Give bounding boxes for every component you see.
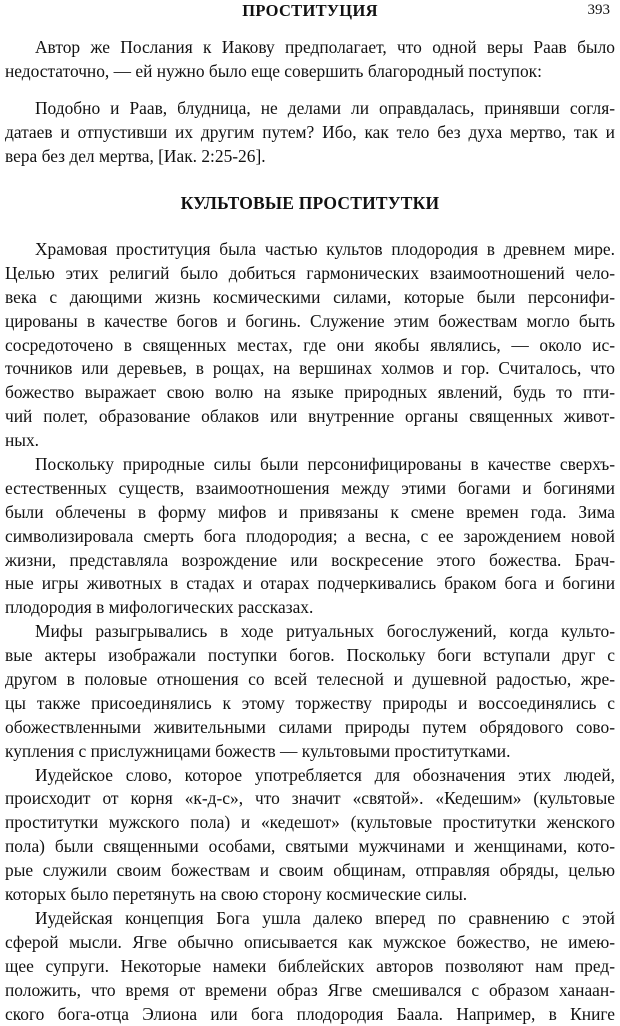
text-line: датаев и отпустивши их другим путем? Ибо, как тело без духа мертво, так и (5, 121, 615, 145)
text-line: которых было перетянуть на свою сторону космические силы. (5, 883, 615, 907)
section-heading: КУЛЬТОВЫЕ ПРОСТИТУТКИ (0, 193, 620, 214)
text-line: купления с прислужницами божеств — культовыми проститутками. (5, 740, 615, 764)
text-line: сосредоточено в священных местах, где они якобы являлись, — около ис- (5, 334, 615, 358)
text-line: другом в половые отношения со всей телесной и душевной радостью, жре- (5, 668, 615, 692)
text-line: проститутки мужского пола) и «кедешот» (культовые проститутки женского (5, 811, 615, 835)
section-body (5, 238, 615, 1026)
text-line: цированы в качестве богов и богинь. Служение этим божествам могло быть (5, 310, 615, 334)
text-line: чий полет, образование облаков или внутренние органы священных живот- (5, 405, 615, 429)
text-line: Иудейское слово, которое употребляется для обозначения этих людей, (5, 764, 615, 788)
text-line: жизни, представляла возрождение или воскресение этого божества. Брач- (5, 549, 615, 573)
text-line: Мифы разыгрывались в ходе ритуальных богослужений, когда культо- (5, 620, 615, 644)
text-line: ского бога-отца Элиона или бога плодородия Баала. Например, в Книге (5, 1003, 615, 1026)
text-line: Целью этих религий было добиться гармонических взаимоотношений чело- (5, 262, 615, 286)
text-line: щее супруги. Некоторые намеки библейских авторов позволяют нам пред- (5, 955, 615, 979)
text-line: Храмовая проституция была частью культов плодородия в древнем мире. (5, 238, 615, 262)
running-title: ПРОСТИТУЦИЯ (0, 1, 620, 21)
intro-paragraph (5, 36, 615, 84)
text-line: века с дающими жизнь космическими силами, которые были персонифи- (5, 286, 615, 310)
text-line: вые актеры изображали поступки богов. Поскольку боги вступали друг с (5, 644, 615, 668)
text-line: были облечены в форму мифов и привязаны к смене времен года. Зима (5, 501, 615, 525)
text-line: происходит от корня «к-д-с», что значит «святой». «Кедешим» (культовые (5, 787, 615, 811)
text-line: вера без дел мертва, [Иак. 2:25-26]. (5, 145, 615, 169)
text-line: ных. (5, 429, 615, 453)
text-line: плодородия в мифологических рассказах. (5, 596, 615, 620)
text-line: божество выражает свою волю на языке природных явлений, будь то пти- (5, 381, 615, 405)
page-number: 393 (588, 2, 611, 19)
text-line: Иудейская концепция Бога ушла далеко вперед по сравнению с этой (5, 907, 615, 931)
text-line: Поскольку природные силы были персонифицированы в качестве сверхъ- (5, 453, 615, 477)
text-line: Автор же Послания к Иакову предполагает, что одной веры Раав было (5, 36, 615, 60)
text-line: положить, что время от времени образ Ягве смешивался с образом ханаан- (5, 979, 615, 1003)
text-line: сферой мысли. Ягве обычно описывается как мужское божество, не имею- (5, 931, 615, 955)
text-line: символизировала смерть бога плодородия; а весна, с ее зарождением новой (5, 525, 615, 549)
text-line: ные игры животных в стадах и отарах подчеркивались браком бога и богини (5, 572, 615, 596)
text-line: недостаточно, — ей нужно было еще совершить благородный поступок: (5, 60, 615, 84)
text-line: пола) были священными особами, святыми мужчинами и женщинами, кото- (5, 835, 615, 859)
text-line: точников или деревьев, в рощах, на вершинах холмов и гор. Считалось, что (5, 357, 615, 381)
text-line: цы также присоединялись к этому торжеству природы и воссоединялись с (5, 692, 615, 716)
text-line: рые служили своим божествам и своим общинам, отправляя обряды, целью (5, 859, 615, 883)
text-line: Подобно и Раав, блудница, не делами ли оправдалась, принявши согля- (5, 97, 615, 121)
scripture-quote (5, 97, 615, 169)
text-line: обожествленными живительными силами природы путем обрядового сово- (5, 716, 615, 740)
text-line: естественных существ, взаимоотношения между этими богами и богинями (5, 477, 615, 501)
running-header (0, 0, 620, 22)
